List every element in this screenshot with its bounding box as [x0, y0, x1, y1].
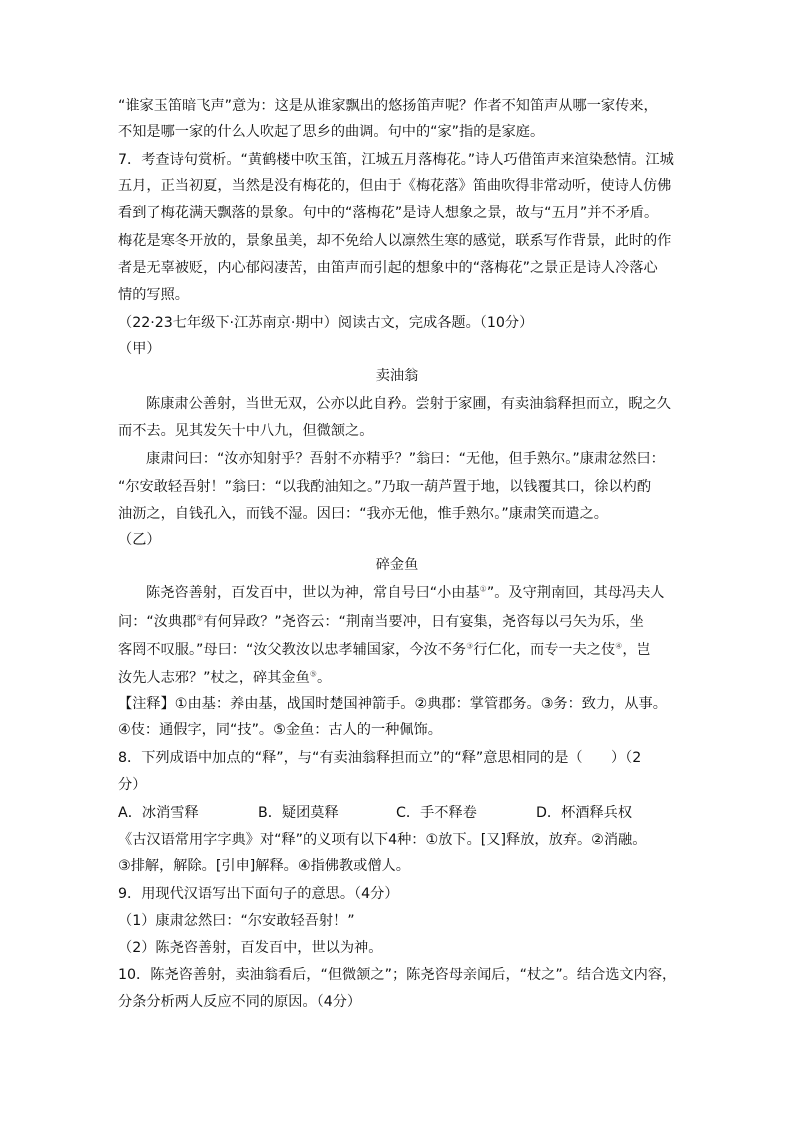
text-span: 汝先人志邪？”杖之，碎其金鱼 — [118, 670, 310, 686]
explanation-7-line-6: 情的写照。 — [118, 287, 189, 303]
explanation-7-line-4: 梅花是寒冬开放的，景象虽美，却不免给人以凛然生寒的感觉，联系写作背景，此时的作 — [118, 233, 672, 249]
explanation-7-line-1: 7．考查诗句赏析。“黄鹤楼中吹玉笛，江城五月落梅花。”诗人巧借笛声来渲染愁情。江城 — [118, 152, 674, 168]
passage-b-line-2 — [118, 612, 644, 632]
q8-option-a: A．冰消雪释 — [118, 805, 199, 821]
question-9-stem: 9．用现代汉语写出下面句子的意思。（4分） — [118, 886, 399, 902]
text-span: 行仁化，而专一夫之伎 — [473, 642, 616, 658]
text-span: ”。及守荆南回，其母冯夫人 — [486, 585, 665, 601]
text-span: ，岂 — [622, 642, 651, 658]
q8-option-d: D．杯酒释兵权 — [536, 805, 633, 821]
passage-b-line-4 — [118, 668, 331, 688]
explanation-7-line-2: 五月，正当初夏，当然是没有梅花的，但由于《梅花落》笛曲吹得非常动听，使诗人仿佛 — [118, 178, 672, 194]
q8-dictionary-line-2: ③排解，解除。[引申]解释。④指佛教或僧人。 — [118, 858, 410, 874]
passage-a-title: 卖油翁 — [375, 368, 419, 384]
passage-a-p2-line-3: 油沥之，自钱孔入，而钱不湿。因曰：“我亦无他，惟手熟尔。”康肃笑而遣之。 — [118, 506, 608, 522]
notes-line-2: ④伎：通假字，同“技”。⑤金鱼：古人的一种佩饰。 — [118, 722, 442, 738]
footnote-marker: ③ — [466, 641, 474, 651]
passage-a-label: （甲） — [118, 341, 161, 357]
passage-a-p1-line-1: 陈康肃公善射，当世无双，公亦以此自矜。尝射于家圃，有卖油翁释担而立，睨之久 — [146, 396, 671, 412]
text-span: 客罔不叹服。”母曰：“汝父教汝以忠孝辅国家，今汝不务 — [118, 642, 467, 658]
question-8-line-2: 分） — [118, 777, 147, 793]
footnote-marker: ① — [479, 584, 487, 594]
passage-b-line-3 — [118, 640, 651, 660]
question-9-item-1: （1）康肃忿然曰：“尔安敢轻吾射！” — [118, 913, 355, 929]
passage-a-p1-line-2: 而不去。见其发矢十中八九，但微颔之。 — [118, 423, 374, 439]
q8-option-b: B．疑团莫释 — [258, 805, 339, 821]
passage-b-line-1 — [146, 583, 664, 603]
question-8-line-1: 8．下列成语中加点的“释”，与“有卖油翁释担而立”的“释”意思相同的是（ ）（2 — [118, 750, 642, 766]
question-10-line-2: 分条分析两人反应不同的原因。（4分） — [118, 994, 362, 1010]
footnote-marker: ② — [196, 613, 204, 623]
footnote-marker: ④ — [615, 641, 623, 651]
q8-dictionary-line-1: 《古汉语常用字字典》对“释”的义项有以下4种：①放下。[又]释放，放弃。②消融。 — [118, 832, 647, 848]
question-10-line-1: 10．陈尧咨善射，卖油翁看后，“但微颔之”；陈尧咨母亲闻后，“杖之”。结合选文内容， — [118, 967, 677, 983]
section-source: （22·23七年级下·江苏南京·期中）阅读古文，完成各题。（10分） — [118, 315, 534, 331]
passage-a-p2-line-1: 康肃问曰：“汝亦知射乎？吾射不亦精乎？”翁曰：“无他，但手熟尔。”康肃忿然曰： — [146, 451, 665, 467]
q8-option-c: C．手不释卷 — [396, 805, 477, 821]
passage-b-label: （乙） — [118, 532, 161, 548]
passage-a-p2-line-2: “尔安敢轻吾射！”翁曰：“以我酌油知之。”乃取一葫芦置于地，以钱覆其口，徐以杓酌 — [118, 479, 652, 495]
text-span: 有何异政？”尧咨云：“荆南当要冲，日有宴集，尧咨每以弓矢为乐，坐 — [203, 614, 644, 630]
passage-b-title: 碎金鱼 — [375, 557, 419, 573]
explanation-7-line-5: 者是无辜被贬，内心郁闷凄苦，由笛声而引起的想象中的“落梅花”之景正是诗人冷落心 — [118, 260, 658, 276]
explanation-6-line-1: “谁家玉笛暗飞声”意为：这是从谁家飘出的悠扬笛声呢？作者不知笛声从哪一家传来， — [118, 98, 658, 114]
question-9-item-2: （2）陈尧咨善射，百发百中，世以为神。 — [118, 940, 383, 956]
explanation-7-line-3: 看到了梅花满天飘落的景象。句中的“落梅花”是诗人想象之景，故与“五月”并不矛盾。 — [118, 205, 659, 221]
text-span: 。 — [316, 670, 332, 686]
text-span: 陈尧咨善射，百发百中，世以为神，常自号曰“小由基 — [146, 585, 480, 601]
text-span: 问：“汝典郡 — [118, 614, 197, 630]
notes-line-1: 【注释】①由基：养由基，战国时楚国神箭手。②典郡：掌管郡务。③务：致力，从事。 — [118, 696, 667, 712]
footnote-marker: ⑤ — [309, 669, 317, 679]
explanation-6-line-2: 不知是哪一家的什么人吹起了思乡的曲调。句中的“家”指的是家庭。 — [118, 124, 545, 140]
